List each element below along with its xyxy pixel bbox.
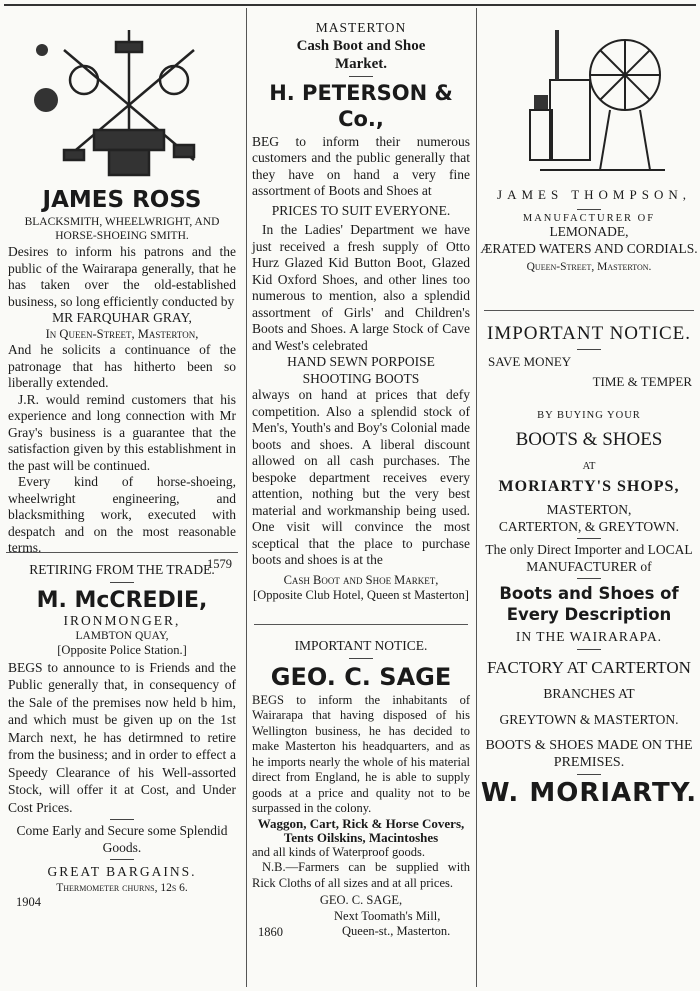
ross-ref-number: 1579 — [207, 556, 232, 571]
sage-signature: GEO. C. SAGE, — [319, 893, 403, 907]
moriarty-towns: CARTERTON, & GREYTOWN. — [498, 518, 680, 534]
ross-trade: BLACKSMITH, WHEELWRIGHT, AND HORSE-SHOEING SMITH. — [24, 216, 220, 242]
thompson-street: Queen-Street, Masterton. — [526, 261, 652, 273]
peterson-opposite: [Opposite Club Hotel, Queen st Masterton] — [253, 588, 469, 602]
sage-intro: BEGS to inform the inhabitants of Wairarapa that having disposed of his Wellington business, he has decided to make Masterton his headquarters, and as he imports nearly the whole of his material direct from England, he is able to supply goods at a price and quality not to be surpassed in the colony. — [252, 692, 470, 815]
peterson-ladies-dept: In the Ladies' Department we have just received a fresh supply of Otto Hurz Glazed Kid Button Boot, Glazed Kid Oxford Shoes, and other lines too numerous to mention, also a splendid assortment of Girls' and Children's Boots and Shoes. A large Stock of Cave and West's celebrated — [252, 222, 470, 353]
top-border — [4, 4, 696, 6]
thompson-lemonade: LEMONADE, — [549, 224, 629, 239]
moriarty-name: W. MORIARTY. — [480, 777, 698, 808]
mccredie-churns: Thermometer churns, 12s 6. — [56, 881, 188, 894]
ross-location: In Queen-Street, Masterton, — [45, 326, 199, 341]
peterson-town: MASTERTON — [315, 20, 407, 35]
moriarty-branches: BRANCHES AT — [543, 685, 635, 701]
sage-nb: N.B.—Farmers can be supplied with Rick Cloths of all sizes and at all prices. — [252, 860, 470, 890]
peterson-intro: BEG to inform their numerous customers and the public generally that they have on hand a very fine assortment of Boots and Shoes at — [252, 133, 470, 198]
sage-waterproof: and all kinds of Waterproof goods. — [252, 844, 426, 859]
sage-name: GEO. C. SAGE — [270, 662, 452, 691]
sage-address-line1: Next Toomath's Mill, — [334, 908, 441, 923]
mccredie-ref-number: 1904 — [16, 894, 41, 909]
moriarty-importer: The only Direct Importer and LOCAL MANUFACTURER of — [485, 542, 693, 574]
mccredie-trade: IRONMONGER, — [63, 612, 181, 628]
column-rule-1 — [246, 8, 247, 987]
peterson-market-name: Cash Boot and Shoe Market, — [283, 572, 439, 587]
mccredie-opposite: [Opposite Police Station.] — [57, 643, 187, 657]
column-right — [480, 12, 698, 987]
column-left — [2, 12, 242, 987]
blacksmith-tools-illustration — [24, 20, 224, 182]
moriarty-shops: MORIARTY'S SHOPS, — [498, 478, 680, 495]
moriarty-town-masterton: MASTERTON, — [546, 502, 632, 517]
ross-patronage: And he solicits a continuance of the patronage that has hitherto been so liberally extended. — [8, 342, 236, 390]
peterson-prices: PRICES TO SUIT EVERYONE. — [271, 202, 451, 218]
ross-predecessor: MR FARQUHAR GRAY, — [52, 310, 192, 325]
moriarty-notice: IMPORTANT NOTICE. — [487, 323, 691, 344]
peterson-name: H. PETERSON & Co., — [269, 80, 453, 131]
column-rule-2 — [476, 8, 477, 987]
ross-services: Every kind of horse-shoeing, wheelwright engineering, and blacksmithing work, executed with despatch and on the most reasonable terms. — [8, 474, 236, 555]
moriarty-at: AT — [582, 461, 596, 472]
thompson-manufacturer: MANUFACTURER OF — [522, 213, 656, 224]
mccredie-heading: RETIRING FROM THE TRADE. — [29, 562, 215, 577]
sage-ref-number: 1860 — [258, 924, 283, 939]
moriarty-factory: FACTORY AT CARTERTON — [487, 657, 691, 677]
divider — [484, 310, 694, 311]
divider — [6, 552, 238, 553]
moriarty-save-money: SAVE MONEY — [488, 354, 572, 369]
ross-name: JAMES ROSS — [42, 187, 202, 213]
ross-intro: Desires to inform his patrons and the public of the Wairarapa generally, that he has taken over the old-established business, so long efficiently conducted by — [8, 244, 236, 309]
sage-heading: IMPORTANT NOTICE. — [294, 638, 428, 653]
moriarty-every-description: Boots and Shoes of Every Description — [499, 584, 679, 624]
mccredie-come-early: Come Early and Secure some Splendid Goods. — [16, 823, 228, 855]
peterson-stock: always on hand at prices that defy competition. Also a splendid stock of Men's, Youth's and Boy's Colonial made boots and shoes. A liberal discount allowed on all cash purchases. The bespoke department receives every attention, nothing but the very best material and workmanship being used. One visit will convince the most sceptical that the place to purchase boots and shoes is at the — [252, 387, 470, 567]
aerated-water-machinery-illustration — [520, 20, 670, 185]
sage-address-line2: Queen-st., Masterton. — [342, 923, 451, 938]
column-middle — [250, 12, 472, 987]
moriarty-greytown: GREYTOWN & MASTERTON. — [499, 712, 679, 727]
thompson-aerated: ÆRATED WATERS AND CORDIALS. — [480, 240, 698, 256]
mccredie-street: LAMBTON QUAY, — [75, 630, 169, 642]
moriarty-premises: BOOTS & SHOES MADE ON THE PREMISES. — [485, 737, 693, 770]
peterson-market-title: Cash Boot and Shoe Market. — [296, 37, 426, 72]
peterson-porpoise: HAND SEWN PORPOISE SHOOTING BOOTS — [287, 354, 435, 386]
moriarty-wairarapa: IN THE WAIRARAPA. — [515, 629, 663, 644]
thompson-name: JAMES THOMPSON, — [497, 187, 691, 202]
sage-goods: Waggon, Cart, Rick & Horse Covers, Tents Oilskins, Macintoshes — [257, 815, 465, 845]
mccredie-body: BEGS to announce to is Friends and the Public generally that, in consequency of the Sale of the premises now held b him, and which must be given up on the 1st March next, he has detirmned to retire from the business; and in order to effect a Speedy Clearance of his Well-assorted Stock, will offer it at Cost, and Under Cost Prices. — [8, 659, 236, 815]
moriarty-buying: BY BUYING YOUR — [537, 410, 641, 421]
divider — [254, 624, 468, 625]
moriarty-time-temper: TIME & TEMPER — [592, 374, 692, 389]
ross-experience: J.R. would remind customers that his experience and long connection with Mr Gray's business is a guarantee that the satisfaction given by this establishment in the past will be continued. — [8, 391, 236, 473]
moriarty-boots: BOOTS & SHOES — [515, 429, 663, 450]
mccredie-bargains: GREAT BARGAINS. — [47, 864, 197, 879]
mccredie-name: M. McCREDIE, — [36, 587, 208, 613]
